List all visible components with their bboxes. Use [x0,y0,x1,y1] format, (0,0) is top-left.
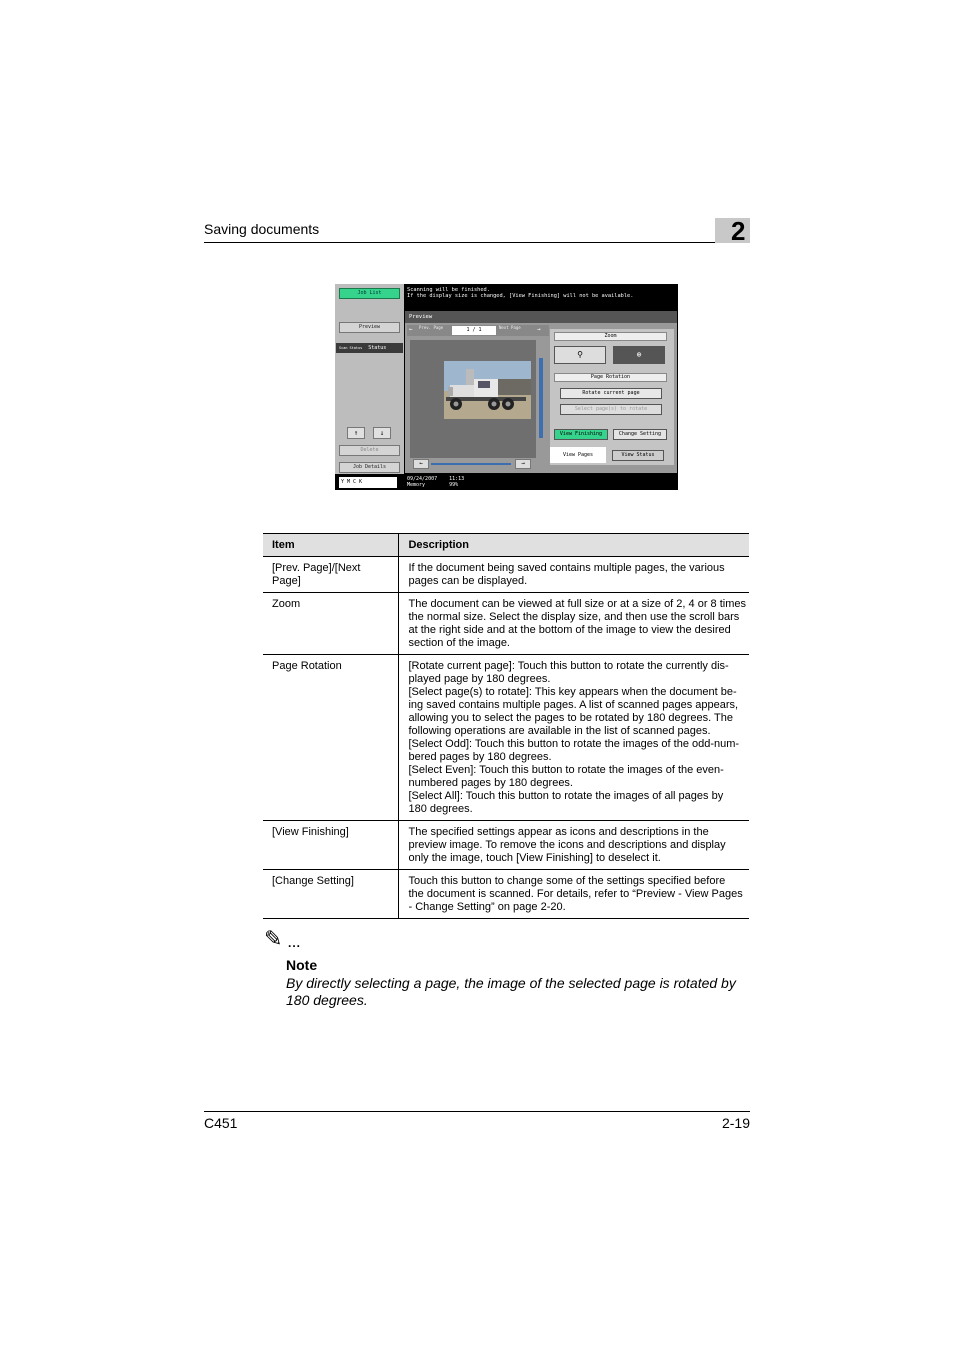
date-time: 09/24/2007 11:13 [407,476,465,482]
description-line: [Select page(s) to rotate]: This key appears when the document be- [408,686,737,698]
job-details-button[interactable]: Job Details [339,462,400,473]
description-line: numbered pages by 180 degrees. [408,777,573,789]
page-rotation-label: Page Rotation [554,373,667,382]
description-line: at the right side and at the bottom of the image to view the desired [408,624,731,636]
description-line: [Rotate current page]: Touch this button to rotate the currently dis- [408,660,729,672]
select-pages-to-rotate-button[interactable]: Select page(s) to rotate [560,404,662,415]
chapter-number: 2 [731,216,746,246]
description-line: the document is scanned. For details, refer to “Preview - View Pages [408,888,743,900]
header-item: Item [263,534,399,557]
right-control-panel [550,329,674,465]
truck-photo [444,361,531,419]
row-description [399,821,749,870]
description-line: bered pages by 180 degrees. [408,751,552,763]
description-line: The document can be viewed at full size or at a size of 2, 4 or 8 times [408,598,746,610]
status-tab[interactable]: Status [368,345,387,351]
next-arrow-icon[interactable]: → [537,326,541,333]
footer-rule [204,1111,750,1112]
view-finishing-button[interactable]: View Finishing [554,429,608,440]
description-line: pages can be displayed. [408,575,528,587]
description-line: following operations are available in the list of scanned pages. [408,725,711,737]
table-row [263,870,749,919]
note-dots: ... [288,936,302,950]
message-area [407,287,633,299]
note-text: By directly selecting a page, the image of the selected page is rotated by 180 degrees. [286,975,736,1008]
description-line: preview image. To remove the icons and descriptions and display [408,839,726,851]
header-rule [204,242,750,243]
page-indicator: 1 / 1 [452,326,496,335]
table-row [263,821,749,870]
preview-title: Preview [405,311,677,323]
description-line: [Select Even]: Touch this button to rotate the images of the even- [408,764,724,776]
description-line: the normal size. Select the display size, and then use the scroll bars [408,611,740,623]
page-number: 2-19 [721,1115,750,1131]
row-description [399,593,749,655]
scroll-right-arrow-icon[interactable]: → [515,459,531,469]
rotate-current-page-button[interactable]: Rotate current page [560,388,662,399]
description-line: allowing you to select the pages to be rotated by 180 degrees. The [408,712,734,724]
description-line: - Change Setting” on page 2-20. [408,901,566,913]
description-line: Touch this button to change some of the settings specified before [408,875,726,887]
scroll-up-icon[interactable]: ↑ [347,427,365,439]
section-title: Saving documents [204,221,320,237]
description-line: The specified settings appear as icons and descriptions in the [408,826,709,838]
row-item: Page Rotation [263,655,399,821]
table-row [263,557,749,593]
horizontal-scrollbar[interactable] [431,463,511,465]
memory-status: Memory 99% [407,482,459,488]
row-description [399,655,749,821]
prev-arrow-icon[interactable]: ← [409,326,413,333]
scroll-down-icon[interactable]: ↓ [373,427,391,439]
change-setting-button[interactable]: Change Setting [613,429,667,440]
scroll-left-arrow-icon[interactable]: ← [413,459,429,469]
left-panel [335,284,404,474]
row-item: [Change Setting] [263,870,399,919]
description-line: ing saved contains multiple pages. A list of scanned pages appears, [408,699,739,711]
zoom-out-icon[interactable]: ⚲ [554,346,606,364]
view-status-tab[interactable]: View Status [612,450,664,461]
zoom-in-icon[interactable]: ⊕ [613,346,665,364]
description-line: [Select All]: Touch this button to rotate the images of all pages by [408,790,724,802]
model-name: C451 [204,1115,238,1131]
description-table [263,533,749,919]
row-description [399,557,749,593]
pencil-note-icon: ✎ [264,927,283,952]
row-description [399,870,749,919]
row-item: Zoom [263,593,399,655]
document-preview [410,340,536,458]
delete-button[interactable]: Delete [339,445,400,456]
status-tab-bar [336,343,403,353]
description-line: [Select Odd]: Touch this button to rotate the images of the odd-num- [408,738,740,750]
view-pages-tab[interactable]: View Pages [550,447,606,463]
next-page-button[interactable]: Next Page [499,325,521,330]
row-item: [View Finishing] [263,821,399,870]
description-line: played page by 180 degrees. [408,673,551,685]
header-description: Description [399,534,749,557]
scan-status-tab[interactable]: Scan Status [339,346,363,350]
description-line: only the image, touch [View Finishing] to deselect it. [408,852,661,864]
note-heading: Note [286,957,318,973]
table-row [263,593,749,655]
page-navigation [407,325,549,336]
toner-indicator: Y M C K [339,477,397,488]
description-line: section of the image. [408,637,510,649]
table-row [263,655,749,821]
status-text [407,476,464,488]
control-panel-screenshot [335,284,678,490]
message-line-1: Scanning will be finished. [407,287,490,293]
table-header-row [263,534,749,557]
row-item: [Prev. Page]/[Next Page] [263,557,399,593]
description-line: If the document being saved contains multiple pages, the various [408,562,725,574]
job-list-button[interactable]: Job List [339,288,400,299]
vertical-scrollbar[interactable] [539,358,543,438]
prev-page-button[interactable]: Prev. Page [419,325,444,330]
message-line-2: If the display size is changed, [View Finishing] will not be available. [407,293,634,299]
zoom-label: Zoom [554,332,667,341]
preview-button[interactable]: Preview [339,322,400,333]
description-line: 180 degrees. [408,803,473,815]
